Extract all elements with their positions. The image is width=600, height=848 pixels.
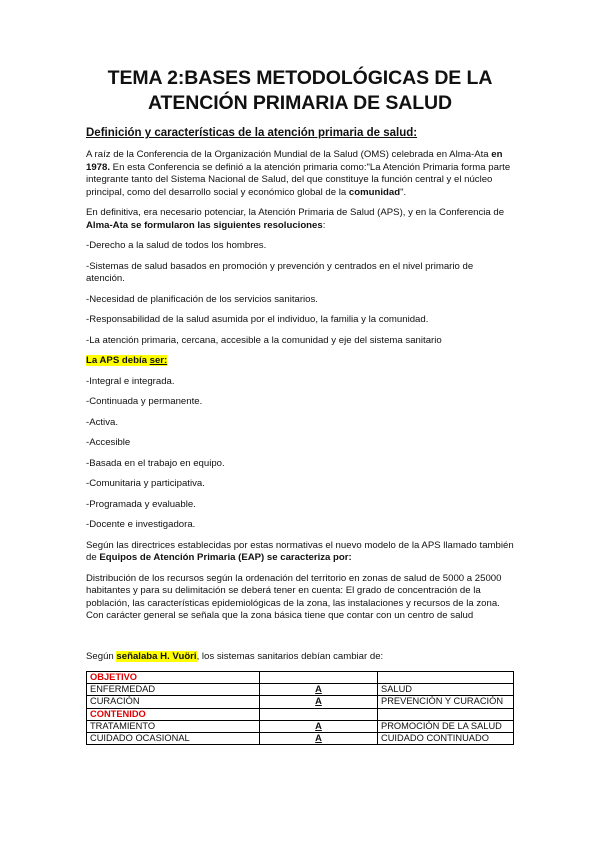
cell-to: PROMOCIÓN DE LA SALUD <box>378 720 514 732</box>
list-item: -Sistemas de salud basados en promoción y prevención y centrados en el nivel primario de atención. <box>86 260 474 284</box>
title-line-1: TEMA 2:BASES METODOLÓGICAS DE LA <box>107 67 493 89</box>
cell-from: CUIDADO OCASIONAL <box>87 733 260 745</box>
paragraph-resolutions-intro: En definitiva, era necesario potenciar, la Atención Primaria de Salud (APS), y en la Conferencia de Alma-Ata se formularon las siguientes resoluciones: <box>86 207 505 231</box>
list-item: -Basada en el trabajo en equipo. <box>86 457 225 469</box>
cell-from: CURACIÓN <box>87 696 260 708</box>
table-row <box>87 684 514 696</box>
list-item: -La atención primaria, cercana, accesible a la comunidad y eje del sistema sanitario <box>86 334 442 346</box>
list-item: -Integral e integrada. <box>86 375 175 387</box>
cell-arrow: A <box>260 684 378 696</box>
table-row <box>87 720 514 732</box>
cell-arrow: A <box>260 720 378 732</box>
list-item: -Continuada y permanente. <box>86 396 203 407</box>
cell-to: CUIDADO CONTINUADO <box>378 733 514 745</box>
paragraph-alma-ata: A raíz de la Conferencia de la Organización Mundial de la Salud (OMS) celebrada en Alma-Ata en 1978. En esta Conferencia se definió a la atención primaria como:"La Atención Primaria forma parte integrante tanto del Sistema Nacional de Salud, del que constituye la función central y el núcleo principal, como del desarrollo social y económico global de la comunidad". <box>86 149 511 198</box>
cell-to: PREVENCIÓN Y CURACIÓN <box>378 696 514 708</box>
table-section-row <box>87 708 514 720</box>
section-label-contenido: CONTENIDO <box>87 708 260 720</box>
title-line-2: ATENCIÓN PRIMARIA DE SALUD <box>148 92 452 114</box>
cell-to: SALUD <box>378 684 514 696</box>
cell-arrow: A <box>260 733 378 745</box>
table-section-row <box>87 672 514 684</box>
cell-arrow: A <box>260 696 378 708</box>
list-item: -Programada y evaluable. <box>86 498 196 510</box>
aps-heading: La APS debía ser: <box>86 355 168 366</box>
cell-from: ENFERMEDAD <box>87 684 260 696</box>
list-item: -Comunitaria y participativa. <box>86 478 205 489</box>
paragraph-vuori: Según señalaba H. Vuöri, los sistemas sanitarios debían cambiar de: <box>86 650 384 662</box>
cell-from: TRATAMIENTO <box>87 720 260 732</box>
section-label-objetivo: OBJETIVO <box>87 672 260 684</box>
list-item: -Accesible <box>86 437 131 448</box>
list-item: -Derecho a la salud de todos los hombres. <box>86 240 267 251</box>
document-page <box>86 66 514 745</box>
resolutions-list <box>86 240 514 347</box>
list-item: -Necesidad de planificación de los servicios sanitarios. <box>86 293 318 305</box>
list-item: -Activa. <box>86 416 118 428</box>
document-title <box>86 66 514 116</box>
list-item: -Docente e investigadora. <box>86 519 196 530</box>
table-row <box>87 733 514 745</box>
table-row <box>87 696 514 708</box>
comparison-table <box>86 671 514 745</box>
paragraph-distribution: Distribución de los recursos según la ordenación del territorio en zonas de salud de 5000 a 25000 habitantes y para su delimitación se deberá tener en cuenta: El grado de concentración de la población, las características epidemiológicas de la zona, las instalaciones y recursos de la zona. Con carácter general se señala que la zona básica tiene que contar con un centro de salud <box>86 572 502 621</box>
paragraph-eap: Según las directrices establecidas por estas normativas el nuevo modelo de la APS llamado también de Equipos de Atención Primaria (EAP) se caracteriza por: <box>86 539 514 563</box>
aps-list <box>86 376 514 532</box>
spacer <box>86 631 514 651</box>
section-heading: Definición y características de la atención primaria de salud: <box>86 127 418 139</box>
list-item: -Responsabilidad de la salud asumida por el individuo, la familia y la comunidad. <box>86 314 429 325</box>
